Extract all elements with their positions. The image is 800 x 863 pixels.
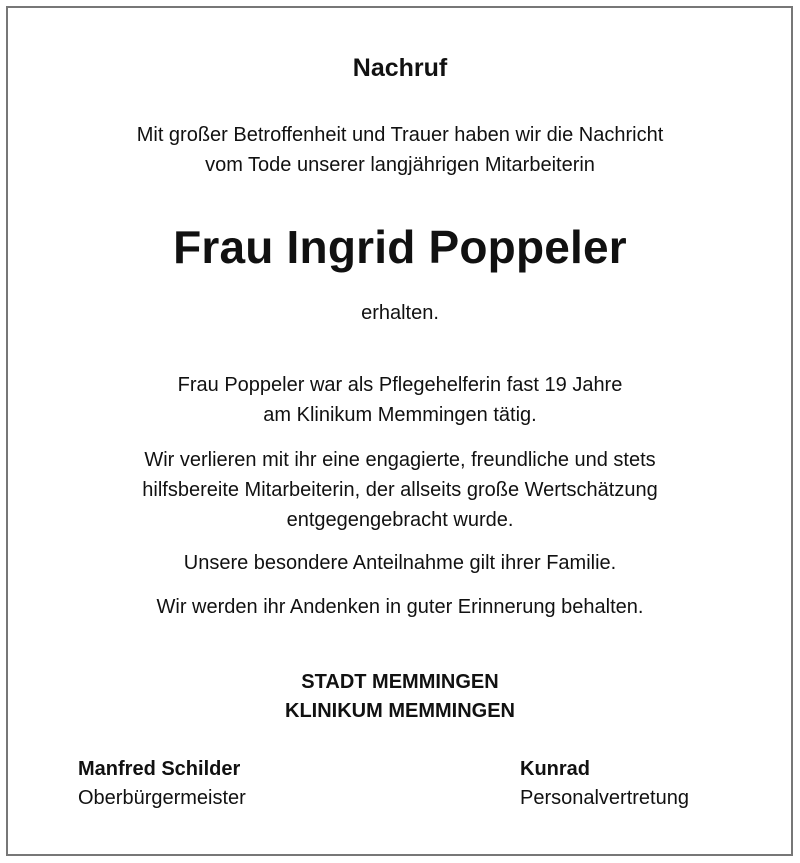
tribute-line-2: hilfsbereite Mitarbeiterin, der allseits große Wertschätzung xyxy=(142,479,658,501)
received-text: erhalten. xyxy=(361,302,439,324)
org-city: STADT MEMMINGEN xyxy=(301,671,499,693)
intro-line-1: Mit großer Betroffenheit und Trauer haben wir die Nachricht xyxy=(136,124,664,146)
signatory-role-2: Personalvertretung xyxy=(520,787,689,809)
tribute-line-3: entgegengebracht wurde. xyxy=(286,509,514,531)
org-clinic: KLINIKUM MEMMINGEN xyxy=(285,700,515,722)
signatory-name-2: Kunrad xyxy=(520,758,590,780)
career-line-2: am Klinikum Memmingen tätig. xyxy=(263,404,537,426)
memory-text: Wir werden ihr Andenken in guter Erinnerung behalten. xyxy=(156,596,644,618)
signatory-role-1: Oberbürgermeister xyxy=(78,787,246,809)
deceased-name: Frau Ingrid Poppeler xyxy=(173,221,627,273)
sympathy-text: Unsere besondere Anteilnahme gilt ihrer Familie. xyxy=(183,552,617,574)
notice-title: Nachruf xyxy=(352,54,448,82)
signatory-name-1: Manfred Schilder xyxy=(78,758,241,780)
career-line-1: Frau Poppeler war als Pflegehelferin fast 19 Jahre xyxy=(177,374,623,396)
intro-line-2: vom Tode unserer langjährigen Mitarbeiterin xyxy=(205,154,595,176)
tribute-line-1: Wir verlieren mit ihr eine engagierte, freundliche und stets xyxy=(144,449,656,471)
